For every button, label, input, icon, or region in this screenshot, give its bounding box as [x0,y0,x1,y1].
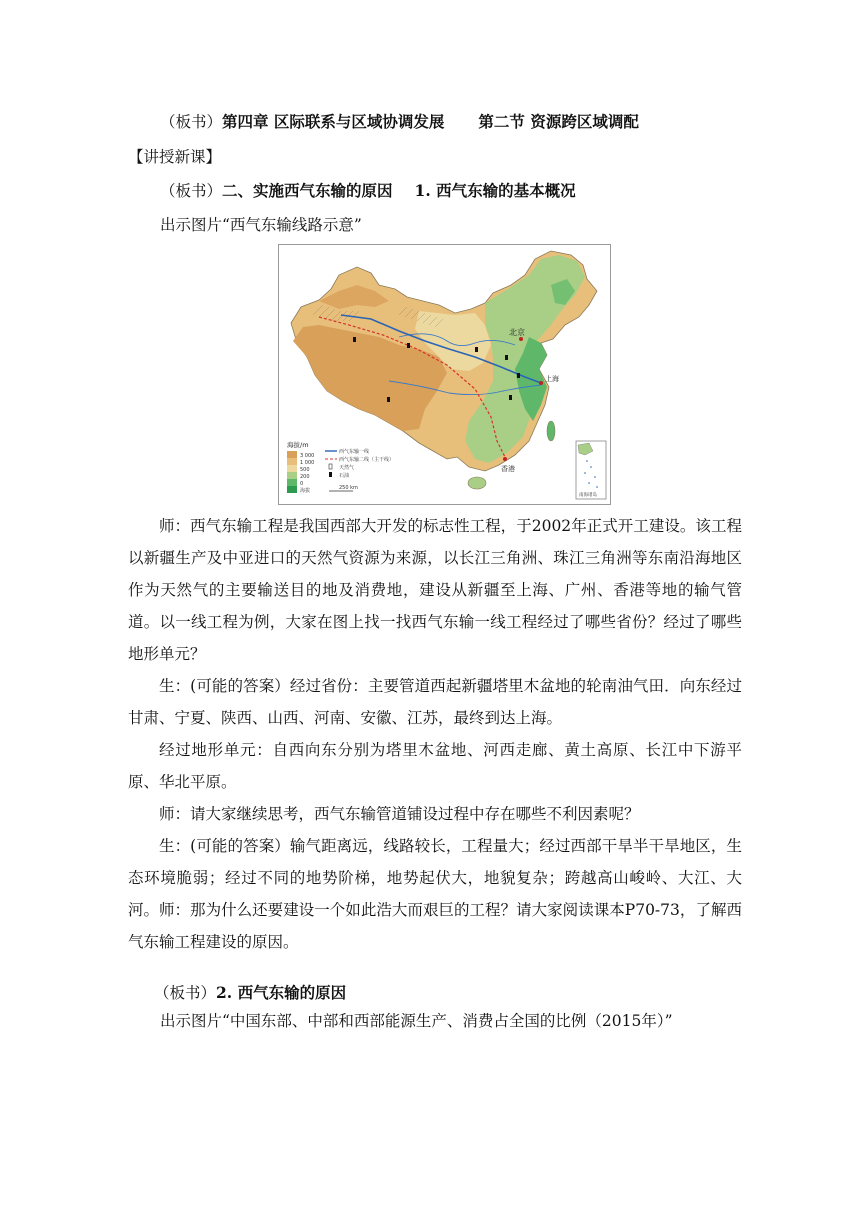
city-label-shanghai: 上海 [545,375,559,383]
south-china-sea-inset [576,441,606,499]
city-label-beijing: 北京 [509,328,525,337]
pipeline-route-map [278,244,611,505]
inset-label: 南海诸岛 [579,493,597,498]
paragraph-student-factors: 生：(可能的答案）输气距离远，线路较长，工程量大；经过西部干旱半干旱地区，生态环境脆弱；经过不同的地势阶梯，地势起伏大，地貌复杂；跨越高山峻岭、大江、大河。 [128,837,742,919]
legend-level: 3 000 [300,453,315,459]
hainan-island [468,477,486,489]
legend-title: 海拔/m [287,441,309,449]
legend-level: 1 000 [300,460,315,466]
chapter-title: 第四章 区际联系与区域协调发展 [222,112,445,131]
paragraph-student-provinces: 生：(可能的答案）经过省份：主要管道西起新疆塔里木盆地的轮南油气田．向东经过甘肃、宁夏、陕西、山西、河南、安徽、江苏，最终到达上海。 [128,677,742,727]
paragraph-teacher-intro: 师：西气东输工程是我国西部大开发的标志性工程，于2002年正式开工建设。该工程以新疆生产及中亚进口的天然气资源为来源，以长江三角洲、珠江三角洲等东南沿海地区作为天然气的主要输送目的地及消费地，建设从新疆至上海、广州、香港等地的输气管道。以一线工程为例，大家在图上找一找西气东输一线工程经过了哪些省份？经过了哪些地形单元？ [128,517,742,663]
legend-item-oil: 石油 [339,473,350,479]
paragraph-terrain-units: 经过地形单元：自西向东分别为塔里木盆地、河西走廊、黄土高原、长江中下游平原、华北平原。 [128,741,742,791]
taiwan-island [547,421,555,441]
legend-level: 200 [300,474,310,480]
legend-level: 500 [300,467,310,473]
board-heading-1 [160,181,576,201]
board-marker: （板书） [154,984,217,1002]
china-map-svg [279,245,610,504]
board-heading-2 [154,983,346,1003]
heading-title: 二、实施西气东输的原因 [222,181,393,200]
lesson-tag: 【讲授新课】 [128,148,222,166]
paragraph-teacher-question: 师：请大家继续思考，西气东输管道铺设过程中存在哪些不利因素呢？ [159,805,640,823]
legend-level: 0 [300,481,304,487]
legend-level: 海拔 [300,488,311,494]
figure-caption-1: 出示图片“西气东输线路示意” [160,216,362,234]
legend-item-pipeline-2: 西气东输二线（主干线） [339,457,395,463]
section-title: 第二节 资源跨区域调配 [478,112,639,131]
figure-caption-2: 出示图片“中国东部、中部和西部能源生产、消费占全国的比例（2015年）” [160,1012,673,1030]
legend-item-gas: 天然气 [339,465,355,471]
board-marker: （板书） [160,113,223,131]
chapter-header [160,112,639,132]
map-legend [287,440,394,494]
heading-title: 2. 西气东输的原因 [216,983,347,1002]
board-marker: （板书） [160,182,223,200]
paragraph-teacher-reading: 师：那为什么还要建设一个如此浩大而艰巨的工程？请大家阅读课本P70-73，了解西气东输工程建设的原因。 [128,901,742,951]
city-label-hongkong: 香港 [501,465,515,473]
legend-item-pipeline-1: 西气东输一线 [339,449,370,455]
heading-sub: 1. 西气东输的基本概况 [414,181,576,200]
scale-bar-label: 250 km [339,485,358,491]
